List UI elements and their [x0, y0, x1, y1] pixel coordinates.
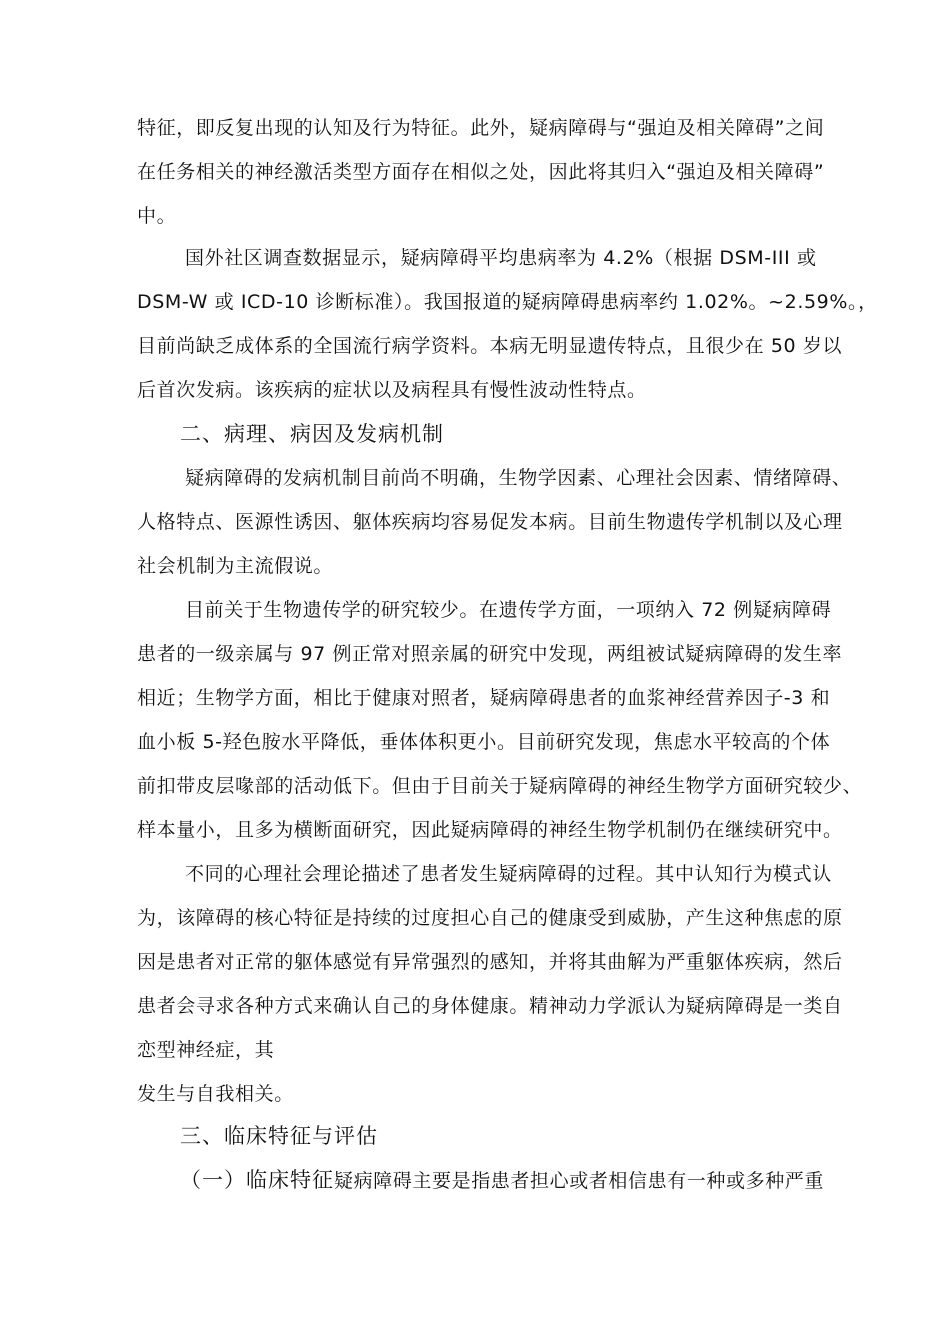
- paragraph-line: 样本量小，且多为横断面研究，因此疑病障碍的神经生物学机制仍在继续研究中。: [137, 819, 843, 841]
- paragraph-line: 在任务相关的神经激活类型方面存在相似之处，因此将其归入“强迫及相关障碍”: [137, 161, 825, 183]
- paragraph-line: 后首次发病。该疾病的症状以及病程具有慢性波动性特点。: [137, 379, 647, 401]
- paragraph-line: 患者的一级亲属与 97 例正常对照亲属的研究中发现，两组被试疑病障碍的发生率: [137, 643, 843, 665]
- subsection-line: [180, 1166, 824, 1195]
- subsection-text: 疑病障碍主要是指患者担心或者相信患有一种或多种严重: [334, 1170, 825, 1192]
- paragraph-line: 人格特点、医源性诱因、躯体疾病均容易促发本病。目前生物遗传学机制以及心理: [137, 511, 843, 533]
- paragraph-line: 疑病障碍的发病机制目前尚不明确，生物学因素、心理社会因素、情绪障碍、: [185, 467, 852, 489]
- paragraph-line: 患者会寻求各种方式来确认自己的身体健康。精神动力学派认为疑病障碍是一类自: [137, 995, 843, 1017]
- paragraph-line: 因是患者对正常的躯体感觉有异常强烈的感知，并将其曲解为严重躯体疾病，然后: [137, 951, 843, 973]
- paragraph-line: DSM-W 或 ICD-10 诊断标准）。我国报道的疑病障碍患病率约 1.02%。~2.59%。，: [137, 291, 878, 313]
- subsection-heading: （一）临床特征: [180, 1168, 334, 1192]
- paragraph-line: 相近；生物学方面，相比于健康对照者，疑病障碍患者的血浆神经营养因子-3 和: [137, 687, 831, 709]
- section-heading: 二、病理、病因及发病机制: [180, 422, 444, 446]
- paragraph-line: 中。: [137, 205, 177, 227]
- paragraph-line: 恋型神经症，其: [137, 1039, 275, 1061]
- paragraph-line: 国外社区调查数据显示，疑病障碍平均患病率为 4.2%（根据 DSM-III 或: [185, 247, 817, 269]
- paragraph-line: 为，该障碍的核心特征是持续的过度担心自己的健康受到威胁，产生这种焦虑的原: [137, 907, 843, 929]
- paragraph-line: 血小板 5-羟色胺水平降低，垂体体积更小。目前研究发现，焦虑水平较高的个体: [137, 731, 831, 753]
- section-heading: 三、临床特征与评估: [180, 1124, 378, 1148]
- paragraph-line: 目前尚缺乏成体系的全国流行病学资料。本病无明显遗传特点，且很少在 50 岁以: [137, 335, 843, 357]
- paragraph-line: 目前关于生物遗传学的研究较少。在遗传学方面，一项纳入 72 例疑病障碍: [185, 599, 832, 621]
- paragraph-line: 不同的心理社会理论描述了患者发生疑病障碍的过程。其中认知行为模式认: [185, 863, 832, 885]
- paragraph-line: 特征，即反复出现的认知及行为特征。此外，疑病障碍与“强迫及相关障碍”之间: [137, 117, 825, 139]
- paragraph-line: 前扣带皮层喙部的活动低下。但由于目前关于疑病障碍的神经生物学方面研究较少、: [137, 775, 863, 797]
- paragraph-line: 发生与自我相关。: [137, 1083, 294, 1105]
- paragraph-line: 社会机制为主流假说。: [137, 555, 334, 577]
